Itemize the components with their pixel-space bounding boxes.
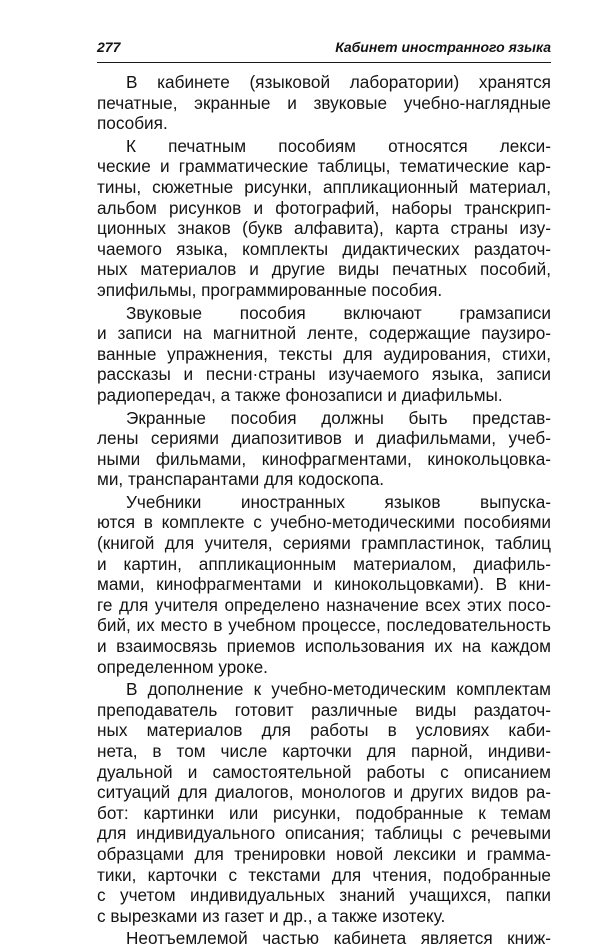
paragraph-audio-aids [97, 303, 551, 406]
text-line: эпифильмы, программированные пособия. [97, 279, 443, 300]
text-line: ными фильмами, кинофрагментами, кинокольцовка- [97, 448, 551, 469]
text-line: бот: картинки или рисунки, подобранные к темам [97, 802, 551, 823]
text-line: ческие и грамматические таблицы, тематические кар- [97, 156, 551, 177]
text-line: ются в комплекте с учебно-методическими пособиями [97, 512, 551, 533]
paragraph-printed-aids [97, 136, 551, 301]
paragraph-library [97, 928, 551, 949]
text-line: К печатным пособиям относятся лекси- [126, 135, 551, 156]
text-line: мами, кинофрагментами и кинокольцовками). В кни- [97, 574, 551, 595]
text-line: В кабинете (языковой лаборатории) хранятся [126, 72, 551, 92]
paragraph-storage [97, 72, 551, 134]
text-line: тины, сюжетные рисунки, аппликационный материал, [97, 176, 551, 197]
text-line: пособия. [97, 113, 168, 134]
paragraph-textbooks [97, 492, 551, 677]
text-line: с вырезками из газет и др., а также изотеку. [97, 905, 446, 926]
text-line: определенном уроке. [97, 656, 268, 677]
text-line: (книгой для учителя, сериями грампластинок, таблиц [97, 533, 551, 554]
text-line: нета, в том числе карточки для парной, индиви- [97, 741, 551, 761]
text-line: дуальной и самостоятельной работы с описанием [97, 761, 551, 782]
body-text [97, 72, 551, 951]
text-line: ных материалов и другие виды печатных пособий, [97, 259, 551, 280]
paragraph-handouts [97, 679, 551, 926]
text-line: Экранные пособия должны быть представ- [126, 407, 551, 428]
running-header [97, 36, 551, 63]
text-line: Неотъемлемой частью кабинета является книж- [126, 928, 551, 949]
text-line: альбом рисунков и фотографий, наборы транскрип- [97, 197, 551, 218]
text-line: чаемого языка, комплекты дидактических раздаточ- [97, 238, 551, 259]
text-line: В дополнение к учебно-методическим комплектам [126, 679, 551, 700]
text-line: печатные, экранные и звуковые учебно-наглядные [97, 92, 551, 113]
page-number: 277 [97, 39, 121, 55]
text-line: ных материалов для работы в условиях каби- [97, 720, 551, 741]
text-line: преподаватель готовит различные виды раздаточ- [97, 699, 551, 720]
text-line: Звуковые пособия включают грамзаписи [126, 302, 551, 323]
text-line: и записи на магнитной ленте, содержащие паузиро- [97, 323, 551, 344]
text-line: для индивидуального описания; таблицы с речевыми [97, 823, 551, 844]
section-title: Кабинет иностранного языка [335, 39, 551, 55]
text-line: бий, их место в учебном процессе, последовательность [97, 615, 551, 636]
text-line: рассказы и песни·страны изучаемого языка, записи [97, 364, 551, 385]
text-line: лены сериями диапозитивов и диафильмами, учеб- [97, 428, 551, 449]
text-line: радиопередач, а также фонозаписи и диафильмы. [97, 384, 503, 405]
text-line: ге для учителя определено назначение всех этих посо- [97, 594, 551, 615]
text-line: с учетом индивидуальных знаний учащихся, папки [97, 885, 551, 906]
text-line: ционных знаков (букв алфавита), карта страны изу- [97, 218, 551, 239]
text-line: и картин, аппликационным материалом, диафиль- [97, 553, 551, 574]
text-line: ванные упражнения, тексты для аудирования, стихи, [97, 343, 551, 364]
text-line: ми, транспарантами для кодоскопа. [97, 469, 385, 490]
text-line: Учебники иностранных языков выпуска- [126, 491, 551, 512]
paragraph-screen-aids [97, 408, 551, 490]
text-line: ситуаций для диалогов, монологов и других видов ра- [97, 782, 551, 803]
text-line: и взаимосвязь приемов использования их на каждом [97, 636, 551, 657]
text-line: образцами для тренировки новой лексики и грамма- [97, 843, 551, 864]
text-line: тики, карточки с текстами для чтения, подобранные [97, 864, 551, 885]
